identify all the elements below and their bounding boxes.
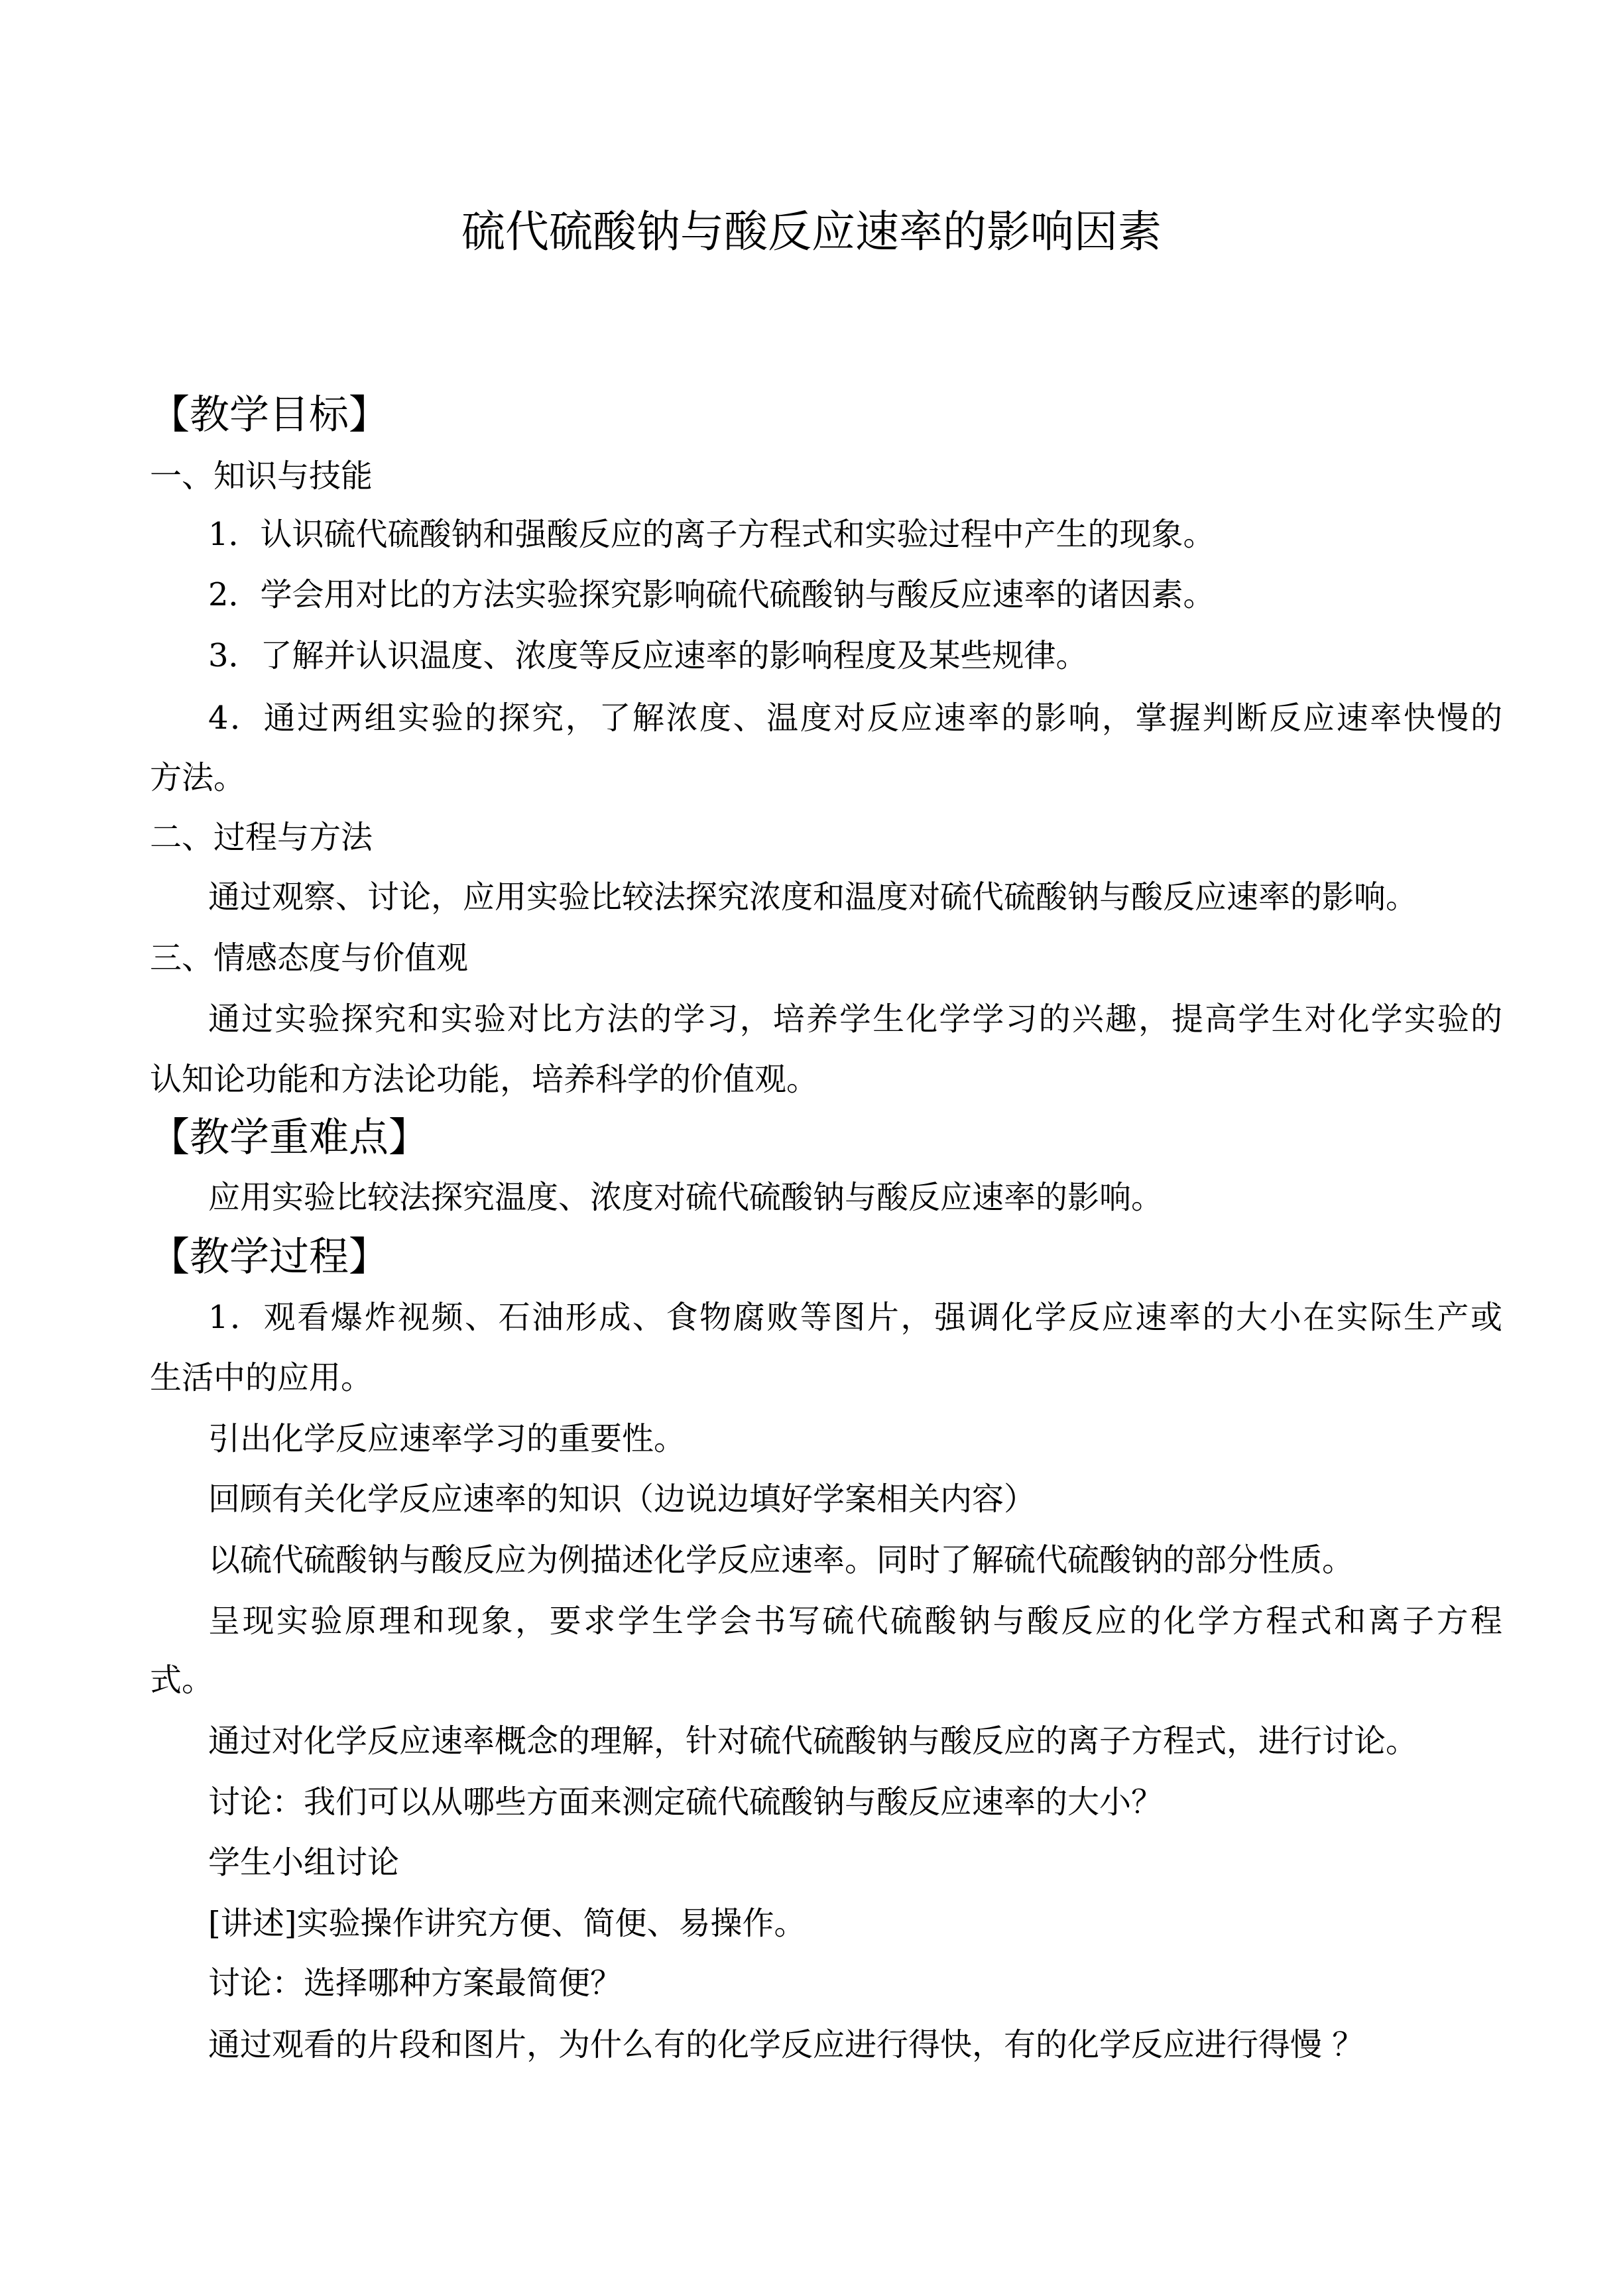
objective-item: 3．了解并认识温度、浓度等反应速率的影响程度及某些规律。 xyxy=(208,637,1088,674)
objective-item: 2．学会用对比的方法实验探究影响硫代硫酸钠与酸反应速率的诸因素。 xyxy=(208,576,1215,613)
key-points-text: 应用实验比较法探究温度、浓度对硫代硫酸钠与酸反应速率的影响。 xyxy=(208,1179,1164,1216)
subheading-emotion-values: 三、情感态度与价值观 xyxy=(150,939,469,977)
process-paragraph-line: 学生小组讨论 xyxy=(208,1844,400,1881)
process-paragraph-line: 通过对化学反应速率概念的理解，针对硫代硫酸钠与酸反应的离子方程式，进行讨论。 xyxy=(208,1722,1418,1760)
objective-item-continuation: 方法。 xyxy=(150,759,246,796)
process-paragraph-line: 呈现实验原理和现象，要求学生学会书写硫代硫酸钠与酸反应的化学方程式和离子方程 xyxy=(208,1602,1502,1640)
process-method-text: 通过观察、讨论，应用实验比较法探究浓度和温度对硫代硫酸钠与酸反应速率的影响。 xyxy=(208,878,1418,916)
process-paragraph-line: 以硫代硫酸钠与酸反应为例描述化学反应速率。同时了解硫代硫酸钠的部分性质。 xyxy=(208,1541,1354,1579)
process-paragraph-line: 式。 xyxy=(150,1662,214,1699)
subheading-process-method: 二、过程与方法 xyxy=(150,819,373,856)
subheading-knowledge-skills: 一、知识与技能 xyxy=(150,457,373,495)
process-paragraph-line: 生活中的应用。 xyxy=(150,1359,373,1396)
process-paragraph-line: 引出化学反应速率学习的重要性。 xyxy=(208,1420,686,1457)
objective-item: 1．认识硫代硫酸钠和强酸反应的离子方程式和实验过程中产生的现象。 xyxy=(208,516,1215,553)
process-paragraph-line: 回顾有关化学反应速率的知识（边说边填好学案相关内容） xyxy=(208,1480,1036,1518)
emotion-values-text-continuation: 认知论功能和方法论功能，培养科学的价值观。 xyxy=(150,1061,819,1098)
process-paragraph-line: 讨论：我们可以从哪些方面来测定硫代硫酸钠与酸反应速率的大小？ xyxy=(208,1783,1164,1821)
section-heading-objectives: 【教学目标】 xyxy=(150,392,389,438)
emotion-values-text: 通过实验探究和实验对比方法的学习，培养学生化学学习的兴趣，提高学生对化学实验的 xyxy=(208,1000,1502,1038)
process-paragraph-line: [讲述]实验操作讲究方便、简便、易操作。 xyxy=(208,1905,806,1942)
process-paragraph-line: 1．观看爆炸视频、石油形成、食物腐败等图片，强调化学反应速率的大小在实际生产或 xyxy=(208,1299,1502,1336)
document-title: 硫代硫酸钠与酸反应速率的影响因素 xyxy=(461,206,1162,257)
section-heading-teaching-process: 【教学过程】 xyxy=(150,1234,389,1280)
section-heading-key-points: 【教学重难点】 xyxy=(150,1115,428,1161)
process-paragraph-line: 讨论：选择哪种方案最简便？ xyxy=(208,1964,623,2002)
process-paragraph-line: 通过观看的片段和图片，为什么有的化学反应进行得快，有的化学反应进行得慢 ？ xyxy=(208,2026,1364,2063)
objective-item: 4．通过两组实验的探究，了解浓度、温度对反应速率的影响，掌握判断反应速率快慢的 xyxy=(208,699,1502,737)
